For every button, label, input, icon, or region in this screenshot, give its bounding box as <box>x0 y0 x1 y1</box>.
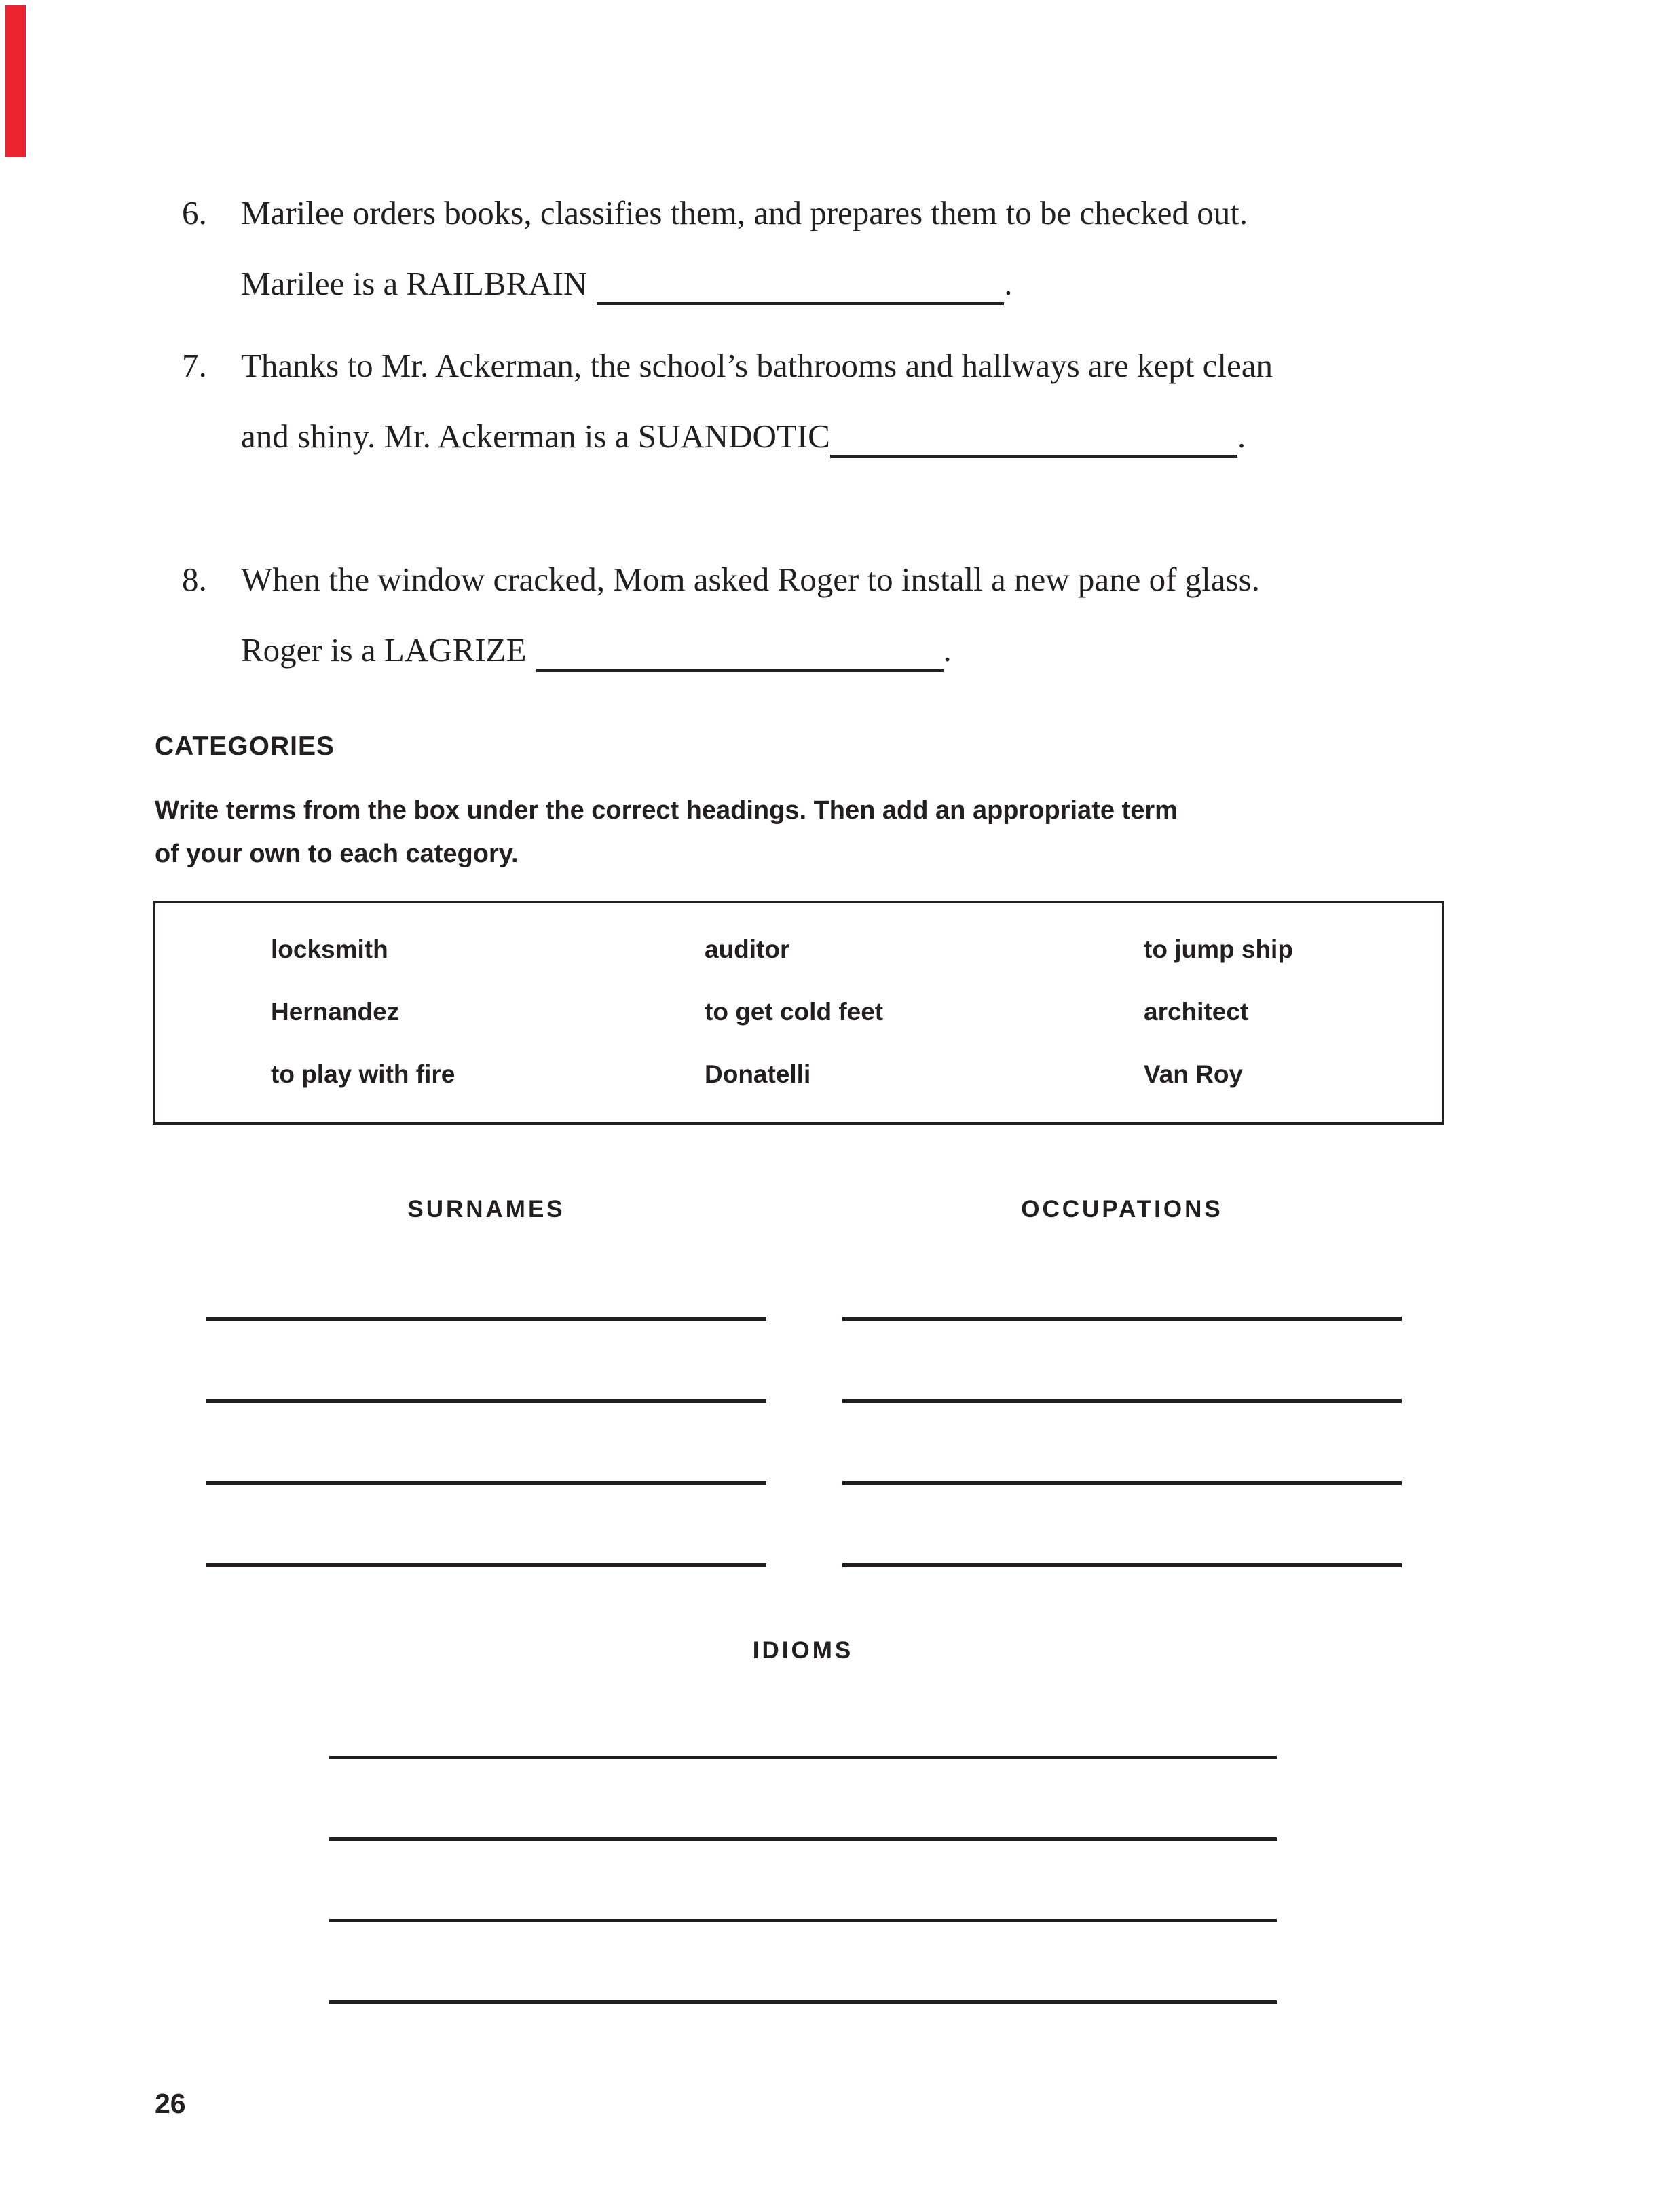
writing-line-surnames-4[interactable] <box>206 1563 766 1567</box>
writing-line-surnames-1[interactable] <box>206 1317 766 1321</box>
surnames-heading: SURNAMES <box>407 1196 565 1222</box>
question-text <box>241 178 1320 319</box>
occupations-heading: OCCUPATIONS <box>1021 1196 1223 1222</box>
question-6 <box>182 178 1336 319</box>
writing-line-idioms-1[interactable] <box>329 1756 1277 1759</box>
question-sentence: Marilee orders books, classifies them, and prepares them to be checked out. Marilee is a RAILBRAIN <box>241 194 1248 302</box>
word-box-term: Van Roy <box>1144 1060 1243 1088</box>
sentence-period: . <box>1237 417 1246 455</box>
word-box-column-2 <box>705 918 883 1106</box>
sentence-period: . <box>943 631 952 669</box>
word-box-column-3 <box>1144 918 1293 1106</box>
question-7 <box>182 331 1336 472</box>
red-margin-bar <box>5 5 26 157</box>
question-8 <box>182 544 1336 686</box>
writing-line-idioms-3[interactable] <box>329 1919 1277 1922</box>
question-sentence: Thanks to Mr. Ackerman, the school’s bathrooms and hallways are kept clean and shiny. Mr. Ackerman is a SUANDOTIC <box>241 347 1273 455</box>
sentence-period: . <box>1004 265 1013 302</box>
categories-instructions <box>155 789 1178 876</box>
instructions-line-2: of your own to each category. <box>155 840 519 868</box>
writing-line-occupations-1[interactable] <box>842 1317 1402 1321</box>
question-text <box>241 331 1320 472</box>
word-box-term: to get cold feet <box>705 998 884 1026</box>
question-number: 7. <box>182 347 207 384</box>
word-box-term: to play with fire <box>271 1060 455 1088</box>
idioms-heading: IDIOMS <box>752 1637 854 1664</box>
writing-line-surnames-3[interactable] <box>206 1481 766 1485</box>
answer-blank[interactable] <box>830 441 1237 458</box>
word-box <box>153 901 1444 1125</box>
question-sentence: When the window cracked, Mom asked Roger to install a new pane of glass. Roger is a LAGRIZE <box>241 561 1260 669</box>
word-box-term: locksmith <box>271 935 388 963</box>
writing-line-surnames-2[interactable] <box>206 1399 766 1403</box>
answer-blank[interactable] <box>536 655 944 672</box>
categories-section-heading: CATEGORIES <box>155 732 335 761</box>
writing-line-idioms-4[interactable] <box>329 2000 1277 2004</box>
writing-line-idioms-2[interactable] <box>329 1837 1277 1841</box>
word-box-term: to jump ship <box>1144 935 1293 963</box>
writing-line-occupations-4[interactable] <box>842 1563 1402 1567</box>
word-box-term: auditor <box>705 935 790 963</box>
instructions-line-1: Write terms from the box under the correct headings. Then add an appropriate term <box>155 796 1178 825</box>
writing-line-occupations-2[interactable] <box>842 1399 1402 1403</box>
writing-line-occupations-3[interactable] <box>842 1481 1402 1485</box>
word-box-term: architect <box>1144 998 1249 1026</box>
word-box-term: Hernandez <box>271 998 400 1026</box>
word-box-term: Donatelli <box>705 1060 811 1088</box>
word-box-column-1 <box>271 918 455 1106</box>
question-text <box>241 544 1320 686</box>
page-number: 26 <box>155 2088 186 2119</box>
answer-blank[interactable] <box>597 288 1004 305</box>
question-number: 8. <box>182 561 207 598</box>
question-number: 6. <box>182 194 207 231</box>
